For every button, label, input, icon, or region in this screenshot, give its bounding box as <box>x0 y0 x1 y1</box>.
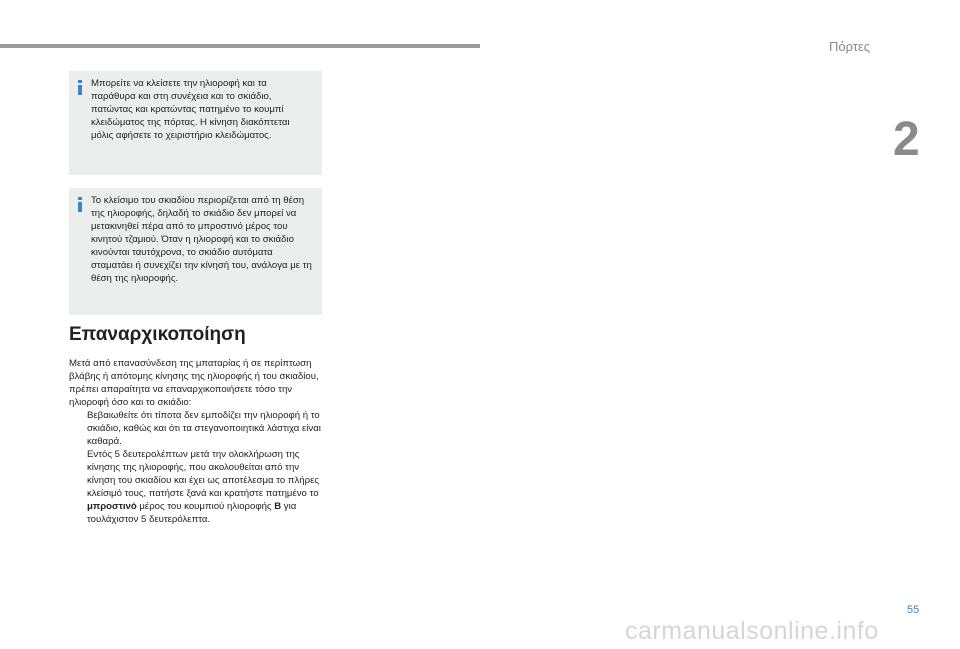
info-icon <box>78 197 82 212</box>
emphasis-button-label: B <box>274 501 282 512</box>
section-body <box>69 357 324 526</box>
intro-paragraph: Μετά από επανασύνδεση της μπαταρίας ή σε περίπτωση βλάβης ή απότομης κίνησης της ηλιοροφής ή του σκιαδίου, πρέπει απαραίτητα να επαναρχικοποιήσετε τόσο την ηλιοροφή όσο και το σκιάδιο: <box>69 358 319 408</box>
header-rule <box>0 44 480 48</box>
chapter-number: 2 <box>893 113 920 166</box>
page-number: 55 <box>907 604 920 616</box>
info-note <box>69 188 322 315</box>
emphasis-front: μπροστινό <box>87 501 137 512</box>
info-note-text: Το κλείσιμο του σκιαδίου περιορίζεται από τη θέση της ηλιοροφής, δηλαδή το σκιάδιο δεν μπορεί να μετακινηθεί πέρα από το μπροστινό μέρος του κινητού τζαμιού. Όταν η ηλιοροφή και το σκιάδιο κινούνται ταυτόχρονα, το σκιάδιο αυτόματα σταματάει ή συνεχίζει την κίνησή του, ανάλογα με τη θέση της ηλιοροφής. <box>91 195 312 284</box>
watermark: carmanualsonline.info <box>625 617 879 645</box>
info-note-text: Μπορείτε να κλείσετε την ηλιοροφή και τα παράθυρα και στη συνέχεια και το σκιάδιο, πατώντας και κρατώντας πατημένο το κουμπί κλειδώματος της πόρτας. Η κίνηση διακόπτεται μόλις αφήσετε το χειριστήριο κλειδώματος. <box>91 78 290 141</box>
list-item: Βεβαιωθείτε ότι τίποτα δεν εμποδίζει την ηλιοροφή ή το σκιάδιο, καθώς και ότι τα στεγανοποιητικά λάστιχα είναι καθαρά. <box>87 410 321 447</box>
info-note <box>69 71 322 175</box>
section-heading: Επαναρχικοποίηση <box>69 324 246 345</box>
section-title: Πόρτες <box>829 39 871 54</box>
info-icon <box>78 80 82 95</box>
list-item: Εντός 5 δευτερολέπτων μετά την ολοκλήρωση της κίνησης της ηλιοροφής, που ακολουθείται από την κίνηση του σκιαδίου και έχει ως αποτέλεσμα το πλήρες κλείσιμό τους, πατήστε ξανά και κρατήστε πατημένο το μπροστινό μέρος του κουμπιού ηλιοροφής B για τουλάχιστον 5 δευτερόλεπτα. <box>87 449 319 525</box>
